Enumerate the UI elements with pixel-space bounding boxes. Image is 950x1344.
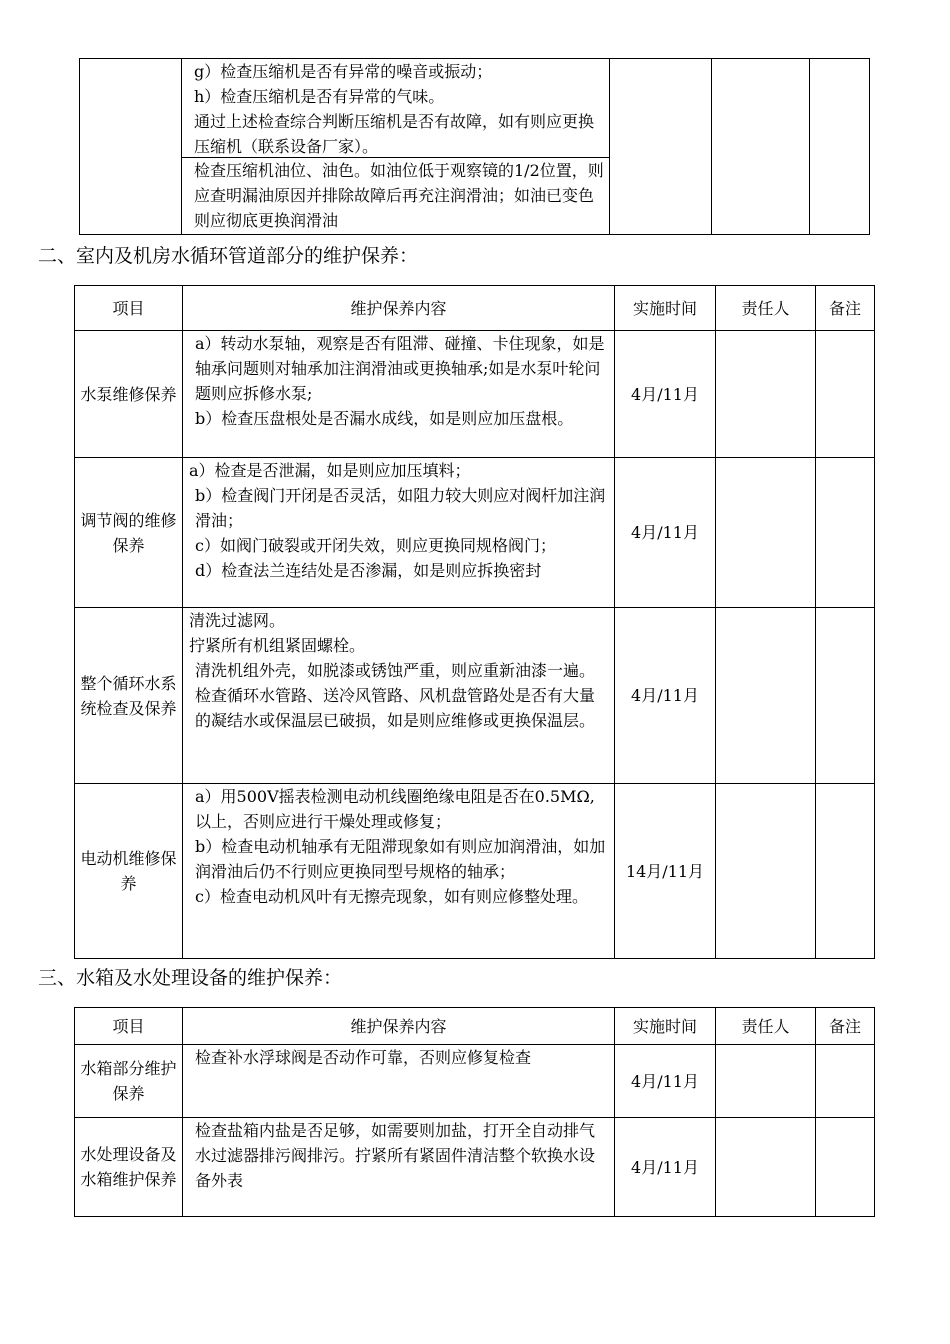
table-water-circulation bbox=[74, 285, 875, 959]
note-cell bbox=[816, 784, 875, 959]
table-compressor-continuation bbox=[79, 58, 870, 235]
header-owner: 责任人 bbox=[716, 286, 816, 331]
content-line: a）检查是否泄漏，如是则应加压填料； bbox=[189, 461, 471, 480]
note-cell bbox=[816, 458, 875, 608]
table-row bbox=[80, 59, 870, 158]
content-line: g）检查压缩机是否有异常的噪音或振动； bbox=[194, 62, 493, 81]
content-line: a）转动水泵轴，观察是否有阻滞、碰撞、卡住现象，如是轴承问题则对轴承加注润滑油或更换轴承;如是水泵叶轮问题则应拆修水泵; bbox=[195, 334, 605, 403]
content-line: c）检查电动机风叶有无擦壳现象，如有则应修整处理。 bbox=[195, 887, 588, 906]
item-name: 电动机维修保养 bbox=[75, 784, 183, 959]
content-line: 检查补水浮球阀是否动作可靠，否则应修复检查 bbox=[195, 1048, 532, 1067]
header-note: 备注 bbox=[816, 1008, 875, 1045]
content-line: 检查循环水管路、送冷风管路、风机盘管路处是否有大量的凝结水或保温层已破损，如是则应维修或更换保温层。 bbox=[195, 686, 596, 730]
note-cell bbox=[816, 1045, 875, 1118]
table-row bbox=[75, 331, 875, 458]
note-cell-empty bbox=[810, 59, 870, 235]
owner-cell bbox=[716, 331, 816, 458]
content-line: d）检查法兰连结处是否渗漏，如是则应拆换密封 bbox=[195, 561, 542, 580]
content-line: h）检查压缩机是否有异常的气味。 bbox=[194, 87, 445, 106]
content-line: c）如阀门破裂或开闭失效，则应更换同规格阀门； bbox=[195, 536, 556, 555]
header-time: 实施时间 bbox=[615, 286, 716, 331]
section-title-3: 三、水箱及水处理设备的维护保养： bbox=[38, 967, 343, 989]
table-row bbox=[75, 784, 875, 959]
content-line: 清洗过滤网。 bbox=[189, 611, 286, 630]
item-name: 水泵维修保养 bbox=[75, 331, 183, 458]
content-line: 检查盐箱内盐是否足够，如需要则加盐，打开全自动排气水过滤器排污阀排污。拧紧所有紧固件清洁整个软换水设备外表 bbox=[195, 1121, 596, 1190]
note-cell bbox=[816, 608, 875, 784]
content-cell bbox=[183, 1118, 615, 1217]
table-row bbox=[75, 608, 875, 784]
content-cell bbox=[183, 1045, 615, 1118]
content-cell bbox=[183, 458, 615, 608]
time-cell: 4月/11月 bbox=[615, 1118, 716, 1217]
time-cell: 4月/11月 bbox=[615, 1045, 716, 1118]
content-cell bbox=[182, 59, 610, 158]
content-line: a）用500V摇表检测电动机线圈绝缘电阻是否在0.5MΩ,以上，否则应进行干燥处理或修复； bbox=[195, 787, 595, 831]
content-line: b）检查电动机轴承有无阻滞现象如有则应加润滑油，如加润滑油后仍不行则应更换同型号规格的轴承； bbox=[195, 837, 606, 881]
table-row bbox=[75, 1118, 875, 1217]
note-cell bbox=[816, 1118, 875, 1217]
table-header-row bbox=[75, 1008, 875, 1045]
content-cell bbox=[183, 331, 615, 458]
item-name: 水箱部分维护保养 bbox=[75, 1045, 183, 1118]
owner-cell-empty bbox=[712, 59, 810, 235]
owner-cell bbox=[716, 608, 816, 784]
content-line: 通过上述检查综合判断压缩机是否有故障，如有则应更换压缩机（联系设备厂家）。 bbox=[194, 112, 595, 156]
section-title-2: 二、室内及机房水循环管道部分的维护保养： bbox=[38, 245, 419, 267]
time-cell-empty bbox=[610, 59, 712, 235]
content-cell bbox=[183, 784, 615, 959]
header-item: 项目 bbox=[75, 286, 183, 331]
owner-cell bbox=[716, 1045, 816, 1118]
time-cell: 4月/11月 bbox=[615, 608, 716, 784]
item-name: 水处理设备及水箱维护保养 bbox=[75, 1118, 183, 1217]
table-water-tank bbox=[74, 1007, 875, 1217]
header-note: 备注 bbox=[816, 286, 875, 331]
content-cell bbox=[183, 608, 615, 784]
table-header-row bbox=[75, 286, 875, 331]
content-cell bbox=[182, 158, 610, 235]
table-row bbox=[75, 1045, 875, 1118]
note-cell bbox=[816, 331, 875, 458]
time-cell: 4月/11月 bbox=[615, 331, 716, 458]
item-name: 调节阀的维修保养 bbox=[75, 458, 183, 608]
content-line: 检查压缩机油位、油色。如油位低于观察镜的1/2位置，则应查明漏油原因并排除故障后再充注润滑油；如油已变色则应彻底更换润滑油 bbox=[194, 161, 604, 230]
time-cell: 4月/11月 bbox=[615, 458, 716, 608]
header-time: 实施时间 bbox=[615, 1008, 716, 1045]
content-line: b）检查压盘根处是否漏水成线，如是则应加压盘根。 bbox=[195, 409, 574, 428]
item-cell-empty bbox=[80, 59, 182, 235]
time-cell: 14月/11月 bbox=[615, 784, 716, 959]
header-owner: 责任人 bbox=[716, 1008, 816, 1045]
table-row bbox=[75, 458, 875, 608]
owner-cell bbox=[716, 1118, 816, 1217]
header-content: 维护保养内容 bbox=[183, 286, 615, 331]
owner-cell bbox=[716, 458, 816, 608]
owner-cell bbox=[716, 784, 816, 959]
item-name: 整个循环水系统检查及保养 bbox=[75, 608, 183, 784]
content-line: 清洗机组外壳，如脱漆或锈蚀严重，则应重新油漆一遍。 bbox=[195, 661, 596, 680]
header-item: 项目 bbox=[75, 1008, 183, 1045]
header-content: 维护保养内容 bbox=[183, 1008, 615, 1045]
content-line: 拧紧所有机组紧固螺栓。 bbox=[189, 636, 366, 655]
content-line: b）检查阀门开闭是否灵活，如阻力较大则应对阀杆加注润滑油； bbox=[195, 486, 606, 530]
